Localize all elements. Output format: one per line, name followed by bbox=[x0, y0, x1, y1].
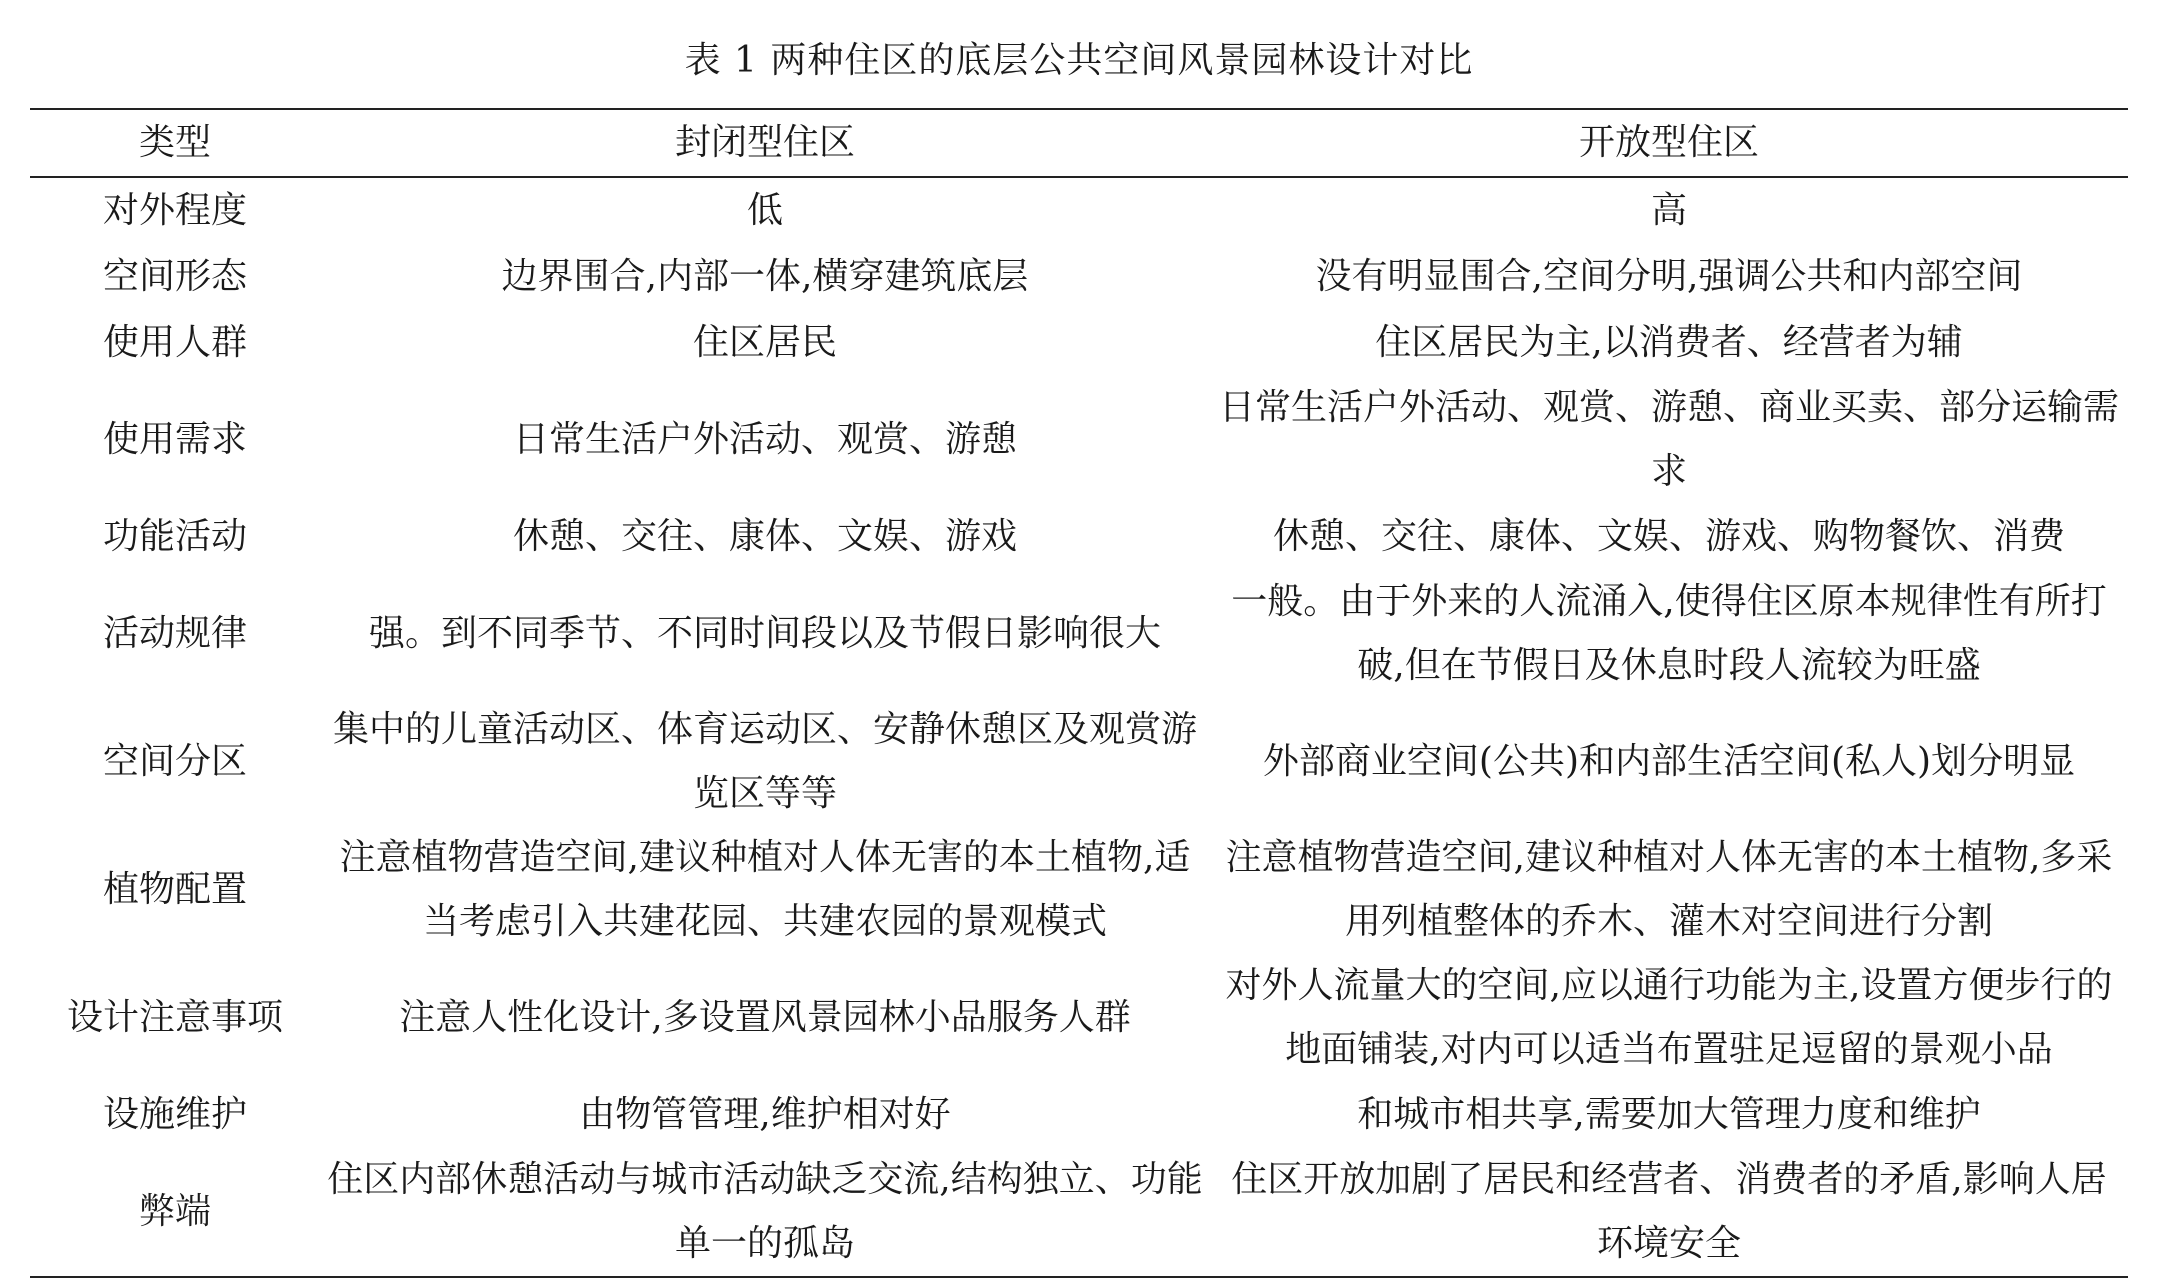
table-row bbox=[30, 504, 2128, 570]
row-type-cell: 植物配置 bbox=[102, 869, 247, 910]
closed-cell: 强。到不同季节、不同时间段以及节假日影响很大 bbox=[368, 613, 1161, 654]
table-caption: 表 1 两种住区的底层公共空间风景园林设计对比 bbox=[684, 40, 1474, 81]
table-row bbox=[30, 376, 2128, 504]
row-type-cell: 使用需求 bbox=[102, 419, 247, 460]
open-cell: 休憩、交往、康体、文娱、游戏、购物餐饮、消费 bbox=[1272, 516, 2065, 557]
closed-cell: 集中的儿童活动区、体育运动区、安静休憩区及观赏游览区等等 bbox=[332, 709, 1197, 814]
closed-cell: 由物管管理,维护相对好 bbox=[579, 1094, 951, 1135]
closed-cell: 住区内部休憩活动与城市活动缺乏交流,结构独立、功能单一的孤岛 bbox=[327, 1159, 1203, 1264]
open-cell: 住区开放加剧了居民和经营者、消费者的矛盾,影响人居环境安全 bbox=[1231, 1159, 2107, 1264]
header-closed-community: 封闭型住区 bbox=[674, 122, 855, 163]
row-type-cell: 设计注意事项 bbox=[66, 997, 283, 1038]
row-type-cell: 设施维护 bbox=[102, 1094, 247, 1135]
closed-cell: 注意人性化设计,多设置风景园林小品服务人群 bbox=[399, 997, 1131, 1038]
open-cell: 住区居民为主,以消费者、经营者为辅 bbox=[1375, 322, 1963, 363]
table-row bbox=[30, 570, 2128, 698]
open-cell: 外部商业空间(公共)和内部生活空间(私人)划分明显 bbox=[1262, 741, 2076, 782]
comparison-table bbox=[30, 108, 2128, 1278]
row-type-cell: 活动规律 bbox=[102, 613, 247, 654]
open-cell: 高 bbox=[1650, 190, 1687, 231]
header-type: 类型 bbox=[138, 122, 211, 163]
open-cell: 没有明显围合,空间分明,强调公共和内部空间 bbox=[1315, 256, 2023, 297]
table-row bbox=[30, 1082, 2128, 1148]
row-type-cell: 空间分区 bbox=[102, 741, 247, 782]
row-type-cell: 使用人群 bbox=[102, 322, 247, 363]
open-cell: 注意植物营造空间,建议种植对人体无害的本土植物,多采用列植整体的乔木、灌木对空间进行分割 bbox=[1225, 837, 2113, 942]
open-cell: 和城市相共享,需要加大管理力度和维护 bbox=[1357, 1094, 1981, 1135]
closed-cell: 日常生活户外活动、观赏、游憩 bbox=[512, 419, 1017, 460]
table-row bbox=[30, 698, 2128, 826]
closed-cell: 注意植物营造空间,建议种植对人体无害的本土植物,适当考虑引入共建花园、共建农园的景观模式 bbox=[339, 837, 1191, 942]
table-row bbox=[30, 177, 2128, 244]
closed-cell: 边界围合,内部一体,横穿建筑底层 bbox=[501, 256, 1029, 297]
row-type-cell: 弊端 bbox=[138, 1191, 211, 1232]
table-row bbox=[30, 954, 2128, 1082]
header-open-community: 开放型住区 bbox=[1578, 122, 1759, 163]
closed-cell: 低 bbox=[746, 190, 783, 231]
table-row bbox=[30, 310, 2128, 376]
open-cell: 日常生活户外活动、观赏、游憩、商业买卖、部分运输需求 bbox=[1218, 387, 2119, 492]
table-row bbox=[30, 826, 2128, 954]
table-header-row bbox=[30, 109, 2128, 177]
closed-cell: 休憩、交往、康体、文娱、游戏 bbox=[512, 516, 1017, 557]
row-type-cell: 功能活动 bbox=[102, 516, 247, 557]
row-type-cell: 对外程度 bbox=[102, 190, 247, 231]
table-row bbox=[30, 244, 2128, 310]
row-type-cell: 空间形态 bbox=[102, 256, 247, 297]
closed-cell: 住区居民 bbox=[692, 322, 837, 363]
open-cell: 对外人流量大的空间,应以通行功能为主,设置方便步行的地面铺装,对内可以适当布置驻足逗留的景观小品 bbox=[1225, 965, 2113, 1070]
open-cell: 一般。由于外来的人流涌入,使得住区原本规律性有所打破,但在节假日及休息时段人流较为旺盛 bbox=[1231, 581, 2107, 686]
